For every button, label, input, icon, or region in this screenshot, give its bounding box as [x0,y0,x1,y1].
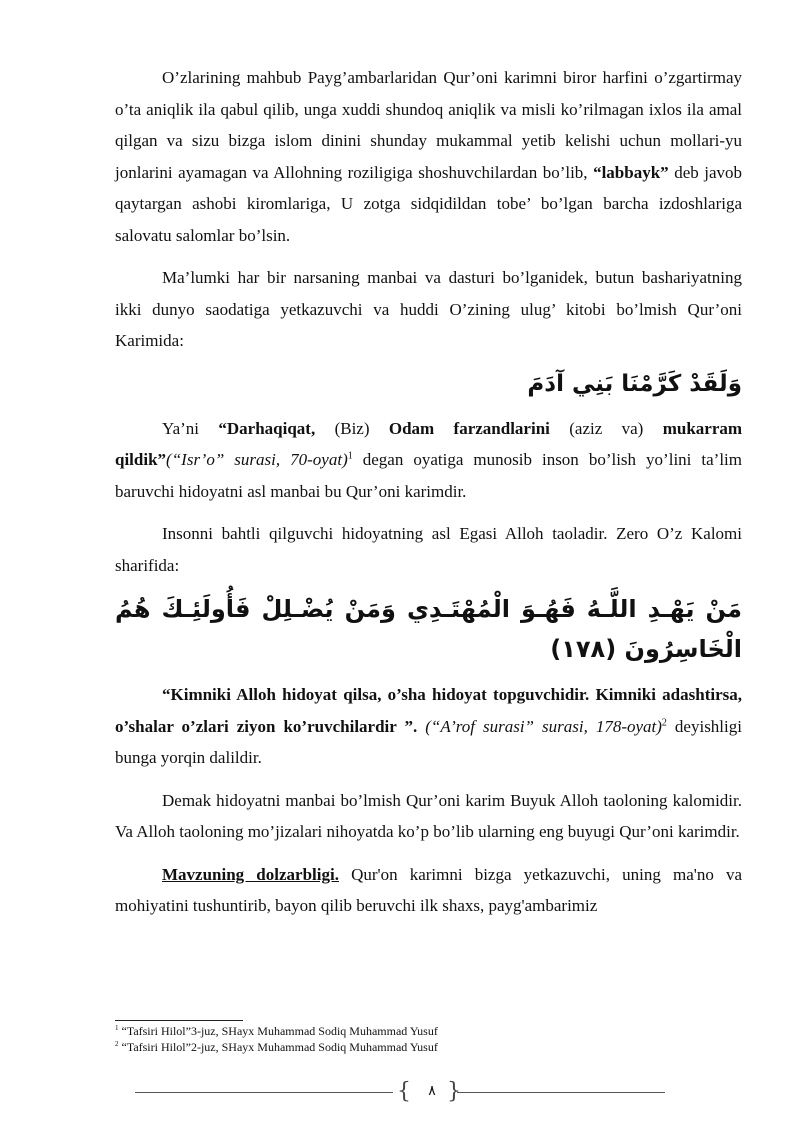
labbayk-bold: “labbayk” [593,162,669,182]
page-footer [135,1078,665,1108]
footer-bracket-left: { [397,1079,411,1104]
p3-bold-1: “Darhaqiqat, [218,418,316,438]
paragraph-5 [115,679,742,774]
p3-bold-3: mukarram qildik” [115,418,743,469]
paragraph-1-text: O’zlarining mahbub Payg’ambarlaridan Qur’oni karimni biror harfini o’zgartirmay o’ta aniqlik ila qabul qilib, unga xuddi shundoq aniqlik va misli ko’rilmagan ixlos ila amal qilgan va sizu bizga islom dinini shunday mukammal yetib kelishi uchun mollari-yu jonlarini ayamagan va Allohning roziligiga shoshuvchilardan bo’lib, [115,68,742,182]
footer-bracket-right: } [447,1079,461,1104]
footnote-2 [115,1039,742,1055]
p5-text-end: deyishligi bunga yorqin dalildir. [115,716,742,767]
page-number: ٨ [428,1083,436,1099]
p5-citation: (“A’rof surasi” surasi, 178-oyat) [425,716,662,736]
paragraph-7-text: Qur'on karimni bizga yetkazuvchi, uning ma'no va mohiyatini tushuntirib, bayon qilib beruvchi ilk shaxs, payg'ambarimiz [115,864,742,915]
footnote-1-text: “Tafsiri Hilol”3-juz, SHayx Muhammad Sodiq Muhammad Yusuf [121,1024,438,1038]
paragraph-7 [115,859,742,922]
footnote-1-mark: 1 [115,1024,119,1032]
footnote-ref-1: 1 [347,450,353,462]
footer-line-right [457,1092,665,1093]
p3-text-a: Ya’ni [162,418,200,438]
paragraph-4: Insonni bahtli qilguvchi hidoyatning asl Egasi Alloh taoladir. Zero O’z Kalomi sharifida: [115,524,742,575]
p5-translation: “Kimniki Alloh hidoyat qilsa, o’sha hidoyat topguvchidir. Kimniki adashtirsa, o’shalar o’zlari ziyon ko’ruvchilardir ”. [115,685,742,736]
footnote-1 [115,1023,742,1039]
paragraph-1 [115,62,742,251]
paragraph-6: Demak hidoyatni manbai bo’lmish Qur’oni karim Buyuk Alloh taoloning kalomidir. Va Alloh taoloning mo’jizalari nihoyatda ko’p bo’lib ularning eng buyugi Qur’oni karimdir. [115,790,742,841]
p3-bold-2: Odam farzandlarini [388,418,550,438]
paragraph-1-end: deb javob qaytargan ashobi kiromlariga, U zotga sidqidildan tobe’ bo’lgan barcha izdoshlariga salovatu salomlar bo’lsin. [115,162,743,245]
p3-citation: (“Isr’o” surasi, 70-oyat) [166,450,348,469]
section-title-relevance: Mavzuning dolzarbligi. [162,864,339,884]
footnote-2-mark: 2 [115,1040,119,1048]
paragraph-2: Ma’lumki har bir narsaning manbai va dasturi bo’lganidek, butun bashariyatning ikki dunyo saodatiga yetkazuvchi va huddi O’zining ulug’ kitobi bo’lmish Qur’oni Karimida: [115,268,742,350]
main-text [115,62,742,922]
footnote-ref-2: 2 [661,716,667,728]
footnotes [115,1023,742,1055]
p3-text-d: (aziz va) [569,418,644,438]
p3-text-c: (Biz) [334,418,370,438]
footer-line-left [135,1092,393,1093]
p3-text-e: degan oyatiga munosib inson bo’lish yo’lini ta’lim baruvchi hidoyatni asl manbai bu Qur’oni karimdir. [115,450,742,501]
arabic-verse-2: مَنْ يَهْـدِ اللَّـهُ فَهُـوَ الْمُهْتَـدِي وَمَنْ يُضْـلِلْ فَأُولَئِـكَ هُمُ الْخَاسِرُونَ (١٧٨) [115,595,742,663]
paragraph-3 [115,413,742,508]
arabic-verse-1: وَلَقَدْ كَرَّمْنَا بَنِي آدَمَ [527,370,742,397]
footnote-2-text: “Tafsiri Hilol”2-juz, SHayx Muhammad Sodiq Muhammad Yusuf [121,1040,438,1054]
footnote-separator [115,1020,243,1021]
